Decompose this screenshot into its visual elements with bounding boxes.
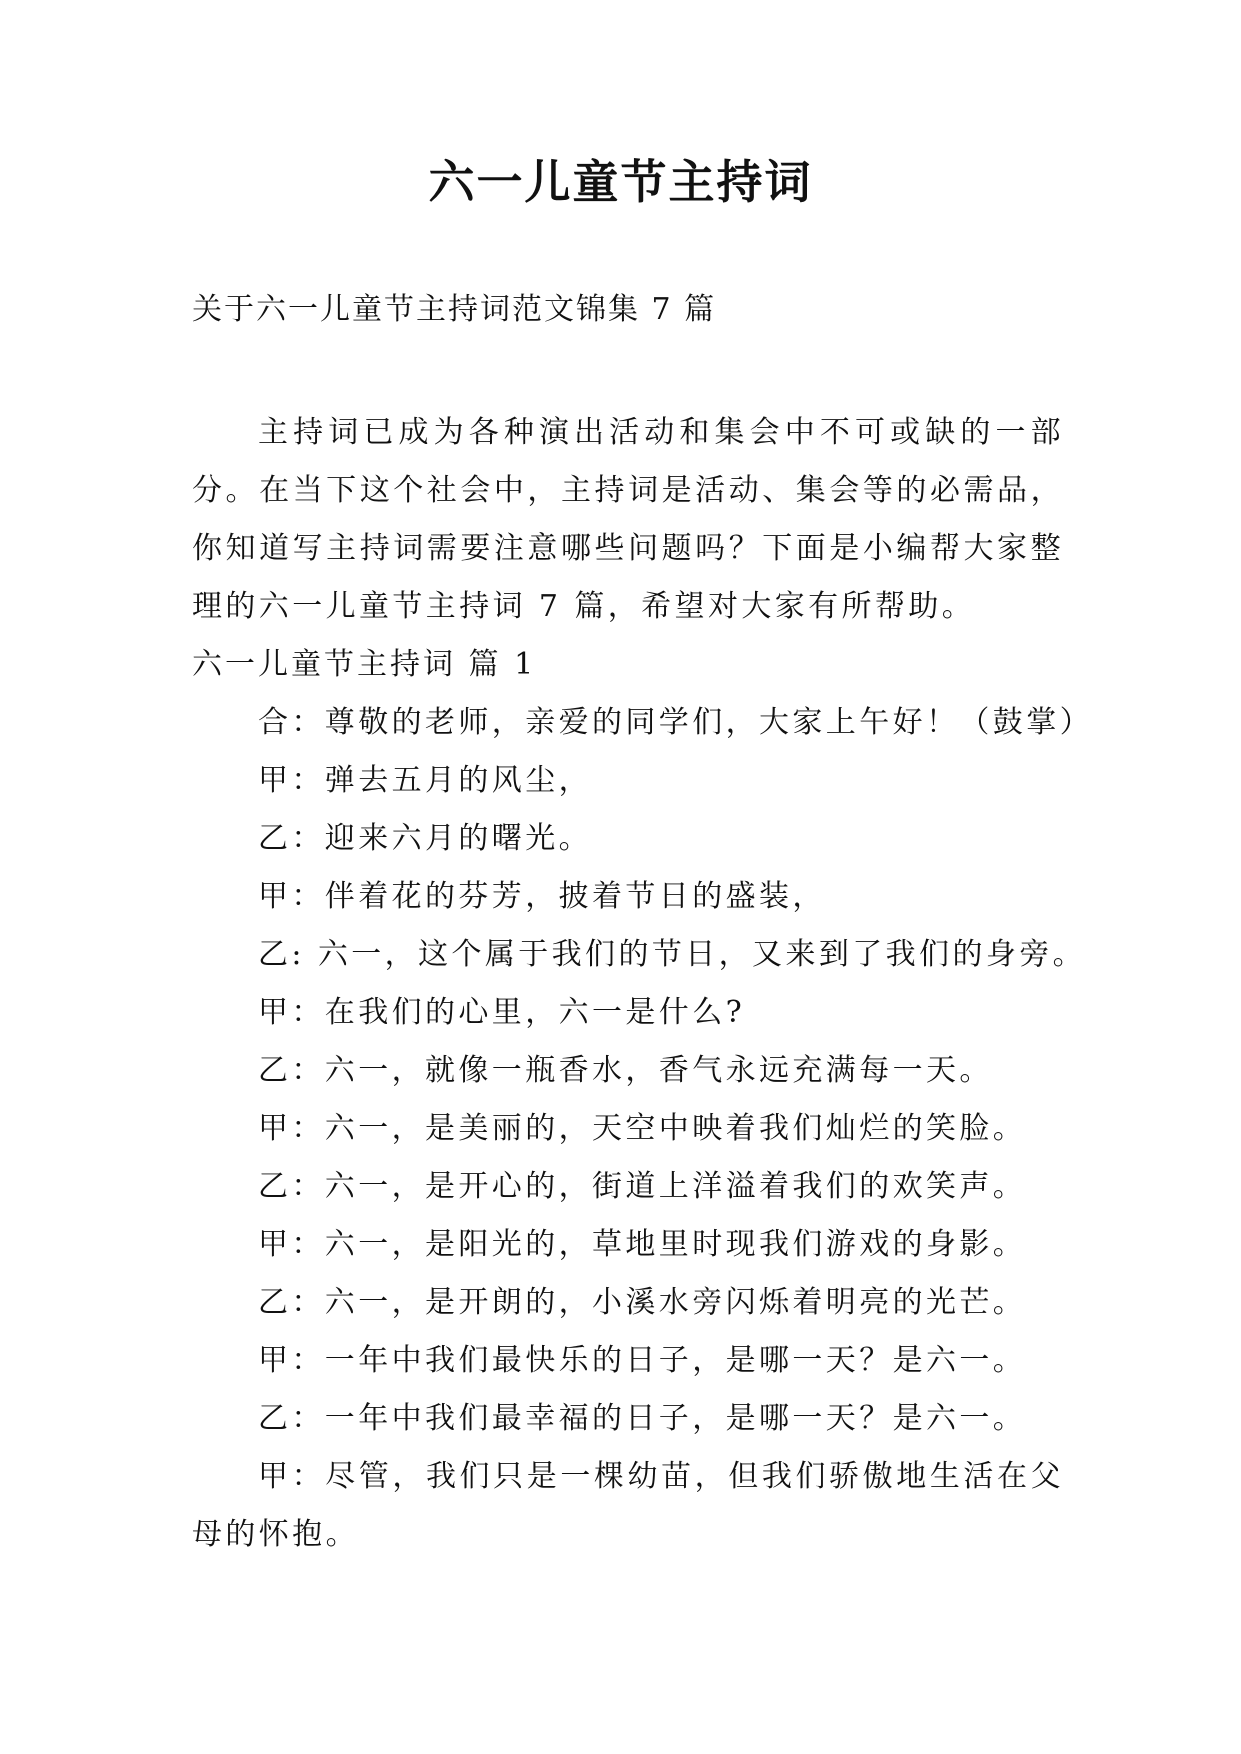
dialogue-line: 乙: 六一，这个属于我们的节日，又来到了我们的身旁。 (258, 937, 1087, 972)
dialogue-line: 甲：六一，是阳光的，草地里时现我们游戏的身影。 (258, 1227, 1027, 1262)
dialogue-line: 甲：弹去五月的风尘， (258, 763, 592, 798)
dialogue-line: 甲：在我们的心里，六一是什么? (258, 995, 746, 1030)
dialogue-line: 乙：一年中我们最幸福的日子，是哪一天？是六一。 (258, 1401, 1027, 1436)
dialogue-line: 乙：六一，是开心的，街道上洋溢着我们的欢笑声。 (258, 1169, 1027, 1204)
document-body (192, 404, 1093, 1564)
dialogue-line: 合：尊敬的老师，亲爱的同学们，大家上午好！（鼓掌） (258, 705, 1093, 740)
document-subtitle: 关于六一儿童节主持词范文锦集 7 篇 (192, 292, 717, 327)
dialogue-line: 乙：迎来六月的曙光。 (258, 821, 592, 856)
dialogue-line: 甲：伴着花的芬芳，披着节日的盛装， (258, 879, 826, 914)
section-heading: 六一儿童节主持词 篇 1 (192, 647, 537, 682)
dialogue-line: 乙：六一，是开朗的，小溪水旁闪烁着明亮的光芒。 (258, 1285, 1027, 1320)
dialogue-line: 甲：一年中我们最快乐的日子，是哪一天？是六一。 (258, 1343, 1027, 1378)
document-title: 六一儿童节主持词 (428, 155, 813, 209)
intro-paragraph: 主持词已成为各种演出活动和集会中不可或缺的一部分。在当下这个社会中，主持词是活动、集会等的必需品，你知道写主持词需要注意哪些问题吗？下面是小编帮大家整理的六一儿童节主持词 7 篇，希望对大家有所帮助。 (192, 415, 1064, 624)
dialogue-line-wrapped: 甲：尽管，我们只是一棵幼苗，但我们骄傲地生活在父母的怀抱。 (192, 1459, 1064, 1552)
dialogue-line: 甲：六一，是美丽的，天空中映着我们灿烂的笑脸。 (258, 1111, 1027, 1146)
dialogue-line: 乙：六一，就像一瓶香水，香气永远充满每一天。 (258, 1053, 993, 1088)
